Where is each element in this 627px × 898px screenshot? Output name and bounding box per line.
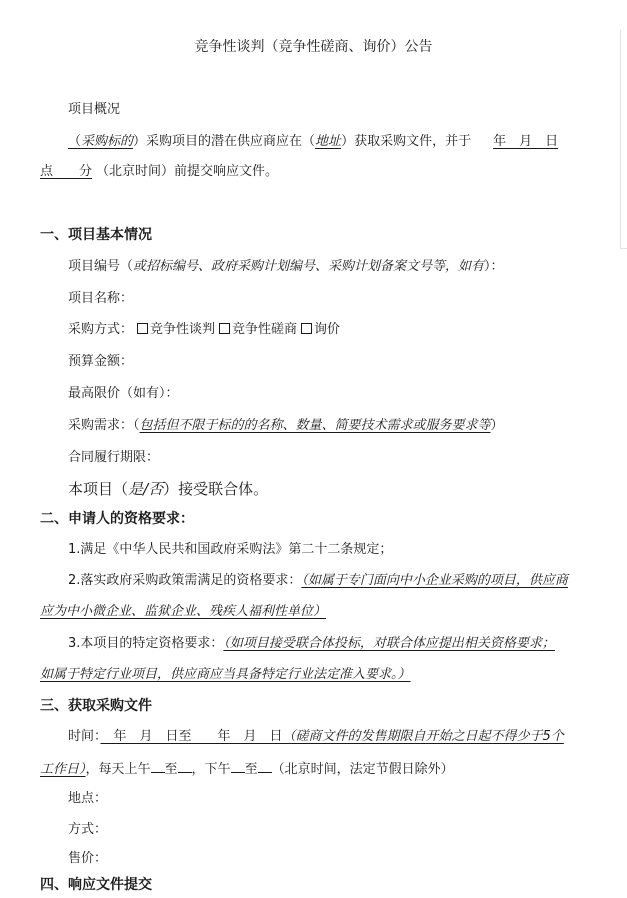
section-1-heading: 一、项目基本情况 — [40, 227, 152, 243]
qualification-item-2-cont — [40, 603, 326, 621]
page-edge — [620, 30, 627, 249]
section-2-heading: 二、申请人的资格要求： — [40, 511, 194, 527]
overview-line-1 — [68, 133, 576, 151]
morning-start-blank — [151, 759, 165, 773]
qualification-item-2-hint: （如属于专门面向中小企业采购的项目，供应商 — [301, 573, 568, 588]
budget-row: 预算金额： — [68, 354, 134, 369]
method-option-negotiation: 竞争性谈判 — [150, 322, 216, 337]
qualification-item-2-label: 2.落实政府采购政策需满足的资格要求： — [68, 573, 302, 588]
overview-mid: ）采购项目的潜在供应商应在（ — [133, 134, 316, 149]
overview-line-2-suffix: （北京时间）前提交响应文件。 — [96, 164, 279, 179]
consortium-prefix: 本项目（ — [68, 480, 129, 498]
hours-afternoon-label: ，下午 — [191, 762, 231, 777]
requirement-suffix: ） — [490, 418, 504, 433]
method-option-consultation: 竞争性磋商 — [232, 322, 298, 337]
max-price-row: 最高限价（如有）： — [68, 386, 179, 401]
requirement-hint: 包括但不限于标的的名称、数量、简要技术需求或服务要求等 — [139, 418, 491, 433]
consortium-choice: 是/否 — [128, 480, 164, 498]
checkbox-competitive-negotiation[interactable] — [137, 323, 148, 334]
project-name-row: 项目名称： — [68, 291, 134, 306]
submission-time-blank: 点 分 — [40, 164, 93, 179]
method-option-inquiry: 询价 — [314, 322, 341, 337]
page-title: 竞争性谈判（竞争性磋商、询价）公告 — [194, 39, 433, 55]
project-number-label: 项目编号（ — [68, 259, 134, 274]
morning-end-blank — [178, 759, 192, 773]
requirement-label: 采购需求：（ — [68, 418, 140, 433]
acquisition-time-hint-cont: 工作日） — [40, 762, 86, 777]
afternoon-start-blank — [231, 759, 245, 773]
acquisition-time-label: 时间： — [68, 729, 101, 744]
consortium-row — [68, 480, 268, 498]
hours-note: （北京时间，法定节假日除外） — [271, 762, 454, 777]
acquisition-method-row: 方式： — [68, 822, 108, 837]
hours-morning-label: ，每天上午 — [85, 762, 151, 777]
qualification-item-2-hint-cont: 应为中小微企业、监狱企业、残疾人福利性单位） — [40, 604, 327, 619]
morning-to: 至 — [164, 762, 178, 777]
submission-date-blank: 年 月 日 — [493, 134, 559, 149]
qualification-item-1: 1.满足《中华人民共和国政府采购法》第二十二条规定； — [68, 542, 393, 557]
checkbox-competitive-consultation[interactable] — [219, 323, 230, 334]
address-placeholder: 地址 — [315, 134, 342, 149]
afternoon-to: 至 — [244, 762, 258, 777]
acquisition-hours-row — [40, 759, 454, 779]
overview-suffix: ）获取采购文件，并于 — [341, 134, 472, 149]
checkbox-inquiry[interactable] — [301, 323, 312, 334]
procurement-method-label: 采购方式： — [68, 322, 134, 337]
qualification-item-3-hint-cont: 如属于特定行业项目，供应商应当具备特定行业法定准入要求。） — [40, 667, 411, 682]
acquisition-time-hint: （磋商文件的发售期限自开始之日起不得少于5个 — [282, 729, 564, 744]
qualification-item-3-hint: （如项目接受联合体投标，对联合体应提出相关资格要求； — [223, 636, 555, 651]
project-number-suffix: ）： — [484, 259, 504, 274]
qualification-item-3-label: 3.本项目的特定资格要求： — [68, 636, 224, 651]
project-number-row — [68, 258, 504, 276]
project-number-hint: 或招标编号、政府采购计划编号、采购计划备案文号等，如有 — [133, 259, 485, 274]
section-3-heading: 三、获取采购文件 — [40, 698, 152, 714]
procurement-method-row — [68, 321, 340, 339]
section-4-heading: 四、响应文件提交 — [40, 877, 152, 893]
contract-period-row: 合同履行期限： — [68, 450, 160, 465]
qualification-item-2 — [68, 572, 568, 590]
acquisition-time-range: 年 月 日至 年 月 日 — [100, 729, 283, 744]
consortium-suffix: ）接受联合体。 — [163, 480, 269, 498]
afternoon-end-blank — [258, 759, 272, 773]
qualification-item-3 — [68, 635, 555, 653]
acquisition-place-row: 地点： — [68, 791, 108, 806]
overview-prefix: （ — [68, 134, 82, 149]
procurement-target-placeholder: 采购标的 — [81, 134, 134, 149]
requirement-row — [68, 417, 504, 435]
overview-line-2 — [40, 163, 278, 181]
overview-heading: 项目概况 — [68, 102, 121, 117]
acquisition-price-row: 售价： — [68, 851, 108, 866]
qualification-item-3-cont — [40, 666, 411, 684]
acquisition-time-row — [68, 728, 564, 746]
